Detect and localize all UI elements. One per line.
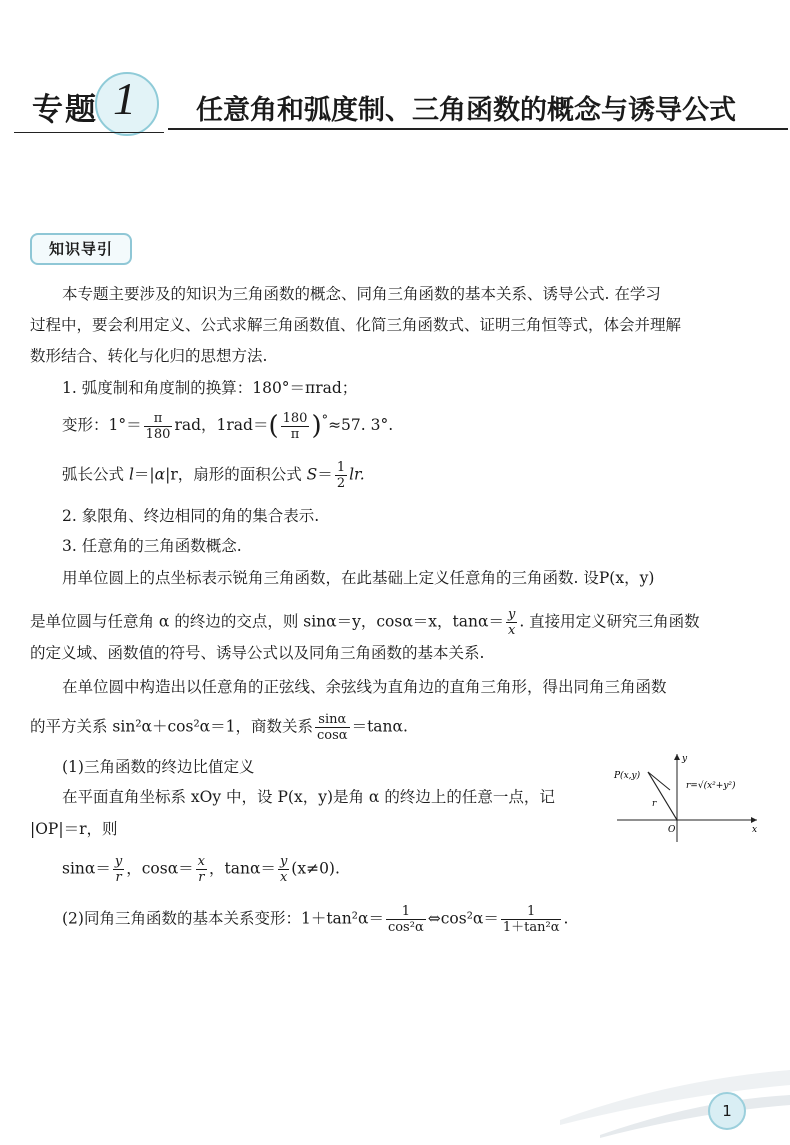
page-title: 任意角和弧度制、三角函数的概念与诱导公式 [196,95,736,126]
frac-num: 180 [282,410,308,426]
tan-prefix: ，tanα＝ [209,859,276,878]
chapter-header [0,70,790,140]
frac-num: y [114,854,123,869]
180-over-pi [281,411,310,442]
frac-num: x [197,854,206,869]
deform-mid: rad，1rad＝ [174,416,269,435]
tri-text-2: ＝tanα. [351,717,408,736]
def-line-3: 的定义域、函数值的符号、诱导公式以及同角三角函数的基本关系. [30,644,485,662]
item-2: 2. 象限角、终边相同的角的集合表示. [62,507,320,525]
sub1-formulas [62,854,340,885]
section-badge: 知识导引 [30,233,132,265]
terminal-side [648,772,677,820]
sin-over-cos [315,712,350,743]
tri-line-1: 在单位圆中构造出以任意角的正弦线、余弦线为直角边的直角三角形，得出同角三角函数 [62,678,667,696]
deform-line: 变形：1°＝ $\frac{\pi}{180}$ rad，1rad＝( $\frac{180}{\pi}$ )°≈57. 3°. [62,410,394,442]
y-over-x-2 [278,854,289,885]
def-line-2 [30,607,700,638]
sub2-prefix: (2)同角三角函数的基本关系变形：1＋tan²α＝ [62,909,384,928]
y-over-x [506,607,517,638]
one-over-cos2 [386,904,426,935]
x-over-r [196,854,207,885]
coordinate-figure [612,752,762,844]
frac-den: 180 [145,426,171,442]
var-lr: lr. [349,465,365,484]
p-label: P(x,y) [614,771,641,781]
frac-num: sinα [315,712,350,728]
y-arrow-icon [674,754,680,760]
sin-prefix: sinα＝ [62,859,111,878]
deform-prefix: 变形：1°＝ [62,416,142,435]
frac-den: cosα [317,728,348,743]
r-formula: r=√(x²+y²) [686,781,736,791]
x-arrow-icon [751,817,757,823]
frac-den: x [507,623,516,638]
tri-text: 的平方关系 sin²α＋cos²α＝1，商数关系 [30,717,314,736]
intro-line-1: 本专题主要涉及的知识为三角函数的概念、同角三角函数的基本关系、诱导公式. 在学习 [62,285,661,303]
arc-line [62,460,365,491]
frac-den: cos²α [387,920,424,935]
frac-den: 1＋tan²α [502,920,560,935]
page-number: 1 [708,1092,746,1130]
y-over-r [113,854,124,885]
topic-number: 1 [113,73,136,124]
var-S: S [306,465,318,484]
origin-label: O [668,825,676,835]
sub1-line-1: 在平面直角坐标系 xOy 中，设 P(x，y)是角 α 的终边上的任意一点，记 [62,788,555,806]
item-3: 3. 任意角的三角函数概念. [62,537,242,555]
def-line-1: 用单位圆上的点坐标表示锐角三角函数，在此基础上定义任意角的三角函数. 设P(x，y) [62,569,655,587]
topic-label: 专题 [32,92,98,128]
pi-over-180 [144,411,173,442]
frac-num: y [279,854,288,869]
frac-den: r [198,870,205,885]
intro-line-2: 过程中，要会利用定义、公式求解三角函数值、化简三角函数式、证明三角恒等式，体会并理解 [30,316,682,334]
decorative-swoosh [560,1040,790,1145]
sub1-line-2: |OP|＝r，则 [30,820,118,838]
sub2-line [62,904,568,935]
def-text: 是单位圆与任意角 α 的终边的交点，则 sinα＝y，cosα＝x，tanα＝ [30,612,504,631]
deform-suffix: ≈57. 3°. [328,416,394,435]
var-alpha: α [154,465,166,484]
intro-line-3: 数形结合、转化与化归的思想方法. [30,347,268,365]
frac-den: π [290,426,300,442]
r-label: r [652,799,657,809]
frac-num: π [144,411,173,427]
arc-eq2: ＝ [317,465,333,484]
item-1: 1. 弧度制和角度制的换算：180°＝πrad； [62,379,358,397]
title-underline [168,128,788,130]
frac-den: 2 [336,476,346,491]
frac-num: 1 [386,904,426,920]
one-over-1-plus-tan2 [501,904,562,935]
x-label: x [752,825,758,835]
def-text-2: . 直接用定义研究三角函数 [519,612,700,631]
sub1-title: (1)三角函数的终边比值定义 [62,758,255,776]
arc-text: |r，扇形的面积公式 [165,465,307,484]
frac-num: 1 [336,460,346,475]
tri-line-2 [30,712,408,743]
y-label: y [682,754,688,764]
cos-prefix: ，cosα＝ [126,859,194,878]
var-l: l [128,465,134,484]
sub2-suffix: . [563,909,569,928]
sub2-mid: ⇔cos²α＝ [427,909,499,928]
frac-den: r [115,870,122,885]
frac-num: y [507,607,516,622]
terminal-extension [648,772,670,790]
frac-den: x [279,870,288,885]
one-half [335,460,347,491]
title-underline-left [14,132,164,133]
arc-eq: ＝| [133,465,155,484]
frac-num: 1 [501,904,562,920]
arc-prefix: 弧长公式 [62,465,129,484]
tan-condition: (x≠0). [291,859,340,878]
